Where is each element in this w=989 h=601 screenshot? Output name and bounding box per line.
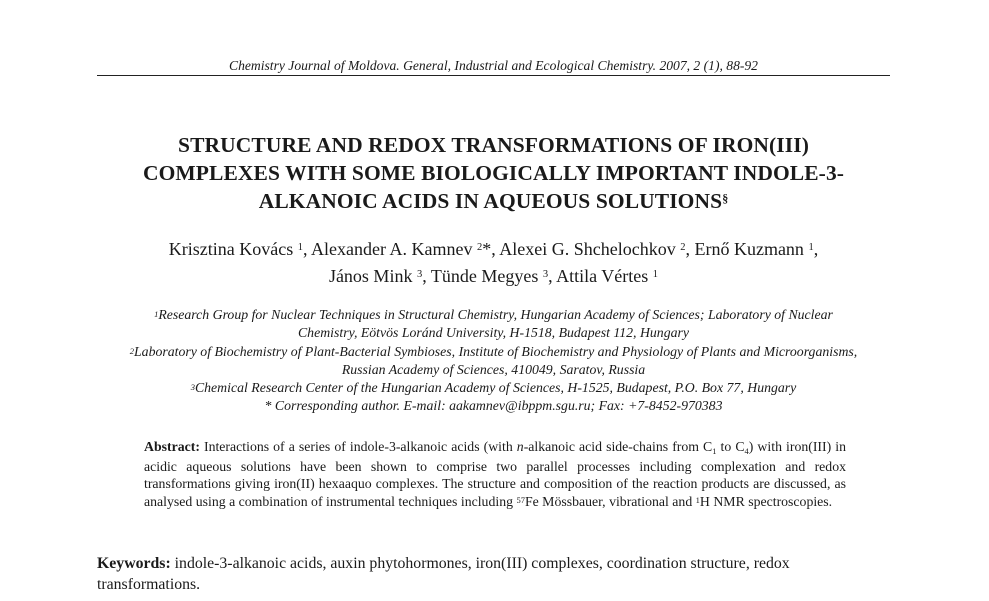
author-affil-mark: 2 [476,242,483,253]
author-separator: , [813,239,819,259]
running-head: Chemistry Journal of Moldova. General, Industrial and Ecological Chemistry. 2007, 2 (1), 88-92 [229,58,758,73]
affiliation-text: Laboratory of Biochemistry of Plant-Bacterial Symbioses, Institute of Biochemistry and Physiology of Plants and Microorganisms, [134,343,858,359]
affiliation-line [60,306,927,324]
affiliation-mark: 2 [129,345,134,356]
affiliation-mark: 1 [154,309,159,319]
title-line-3-text: ALKANOIC ACIDS IN AQUEOUS SOLUTIONS [258,189,723,213]
abstract-superscript: 1 [695,494,700,505]
author-separator: , [422,266,431,286]
author-line-2 [60,263,927,290]
author-affil-mark: 3 [542,269,549,280]
corresponding-mark: * [482,239,492,259]
author-name: Krisztina Kovács [168,239,294,259]
affiliation-line [60,361,927,379]
author-separator: , [685,239,695,259]
abstract-label: Abstract: [144,439,200,454]
author-name: Ernő Kuzmann [694,239,804,259]
abstract-superscript: 57 [516,494,525,505]
abstract [144,438,846,510]
author-list [60,236,927,290]
abstract-text: Interactions of a series of indole-3-alkanoic acids (with [199,439,517,454]
affiliation-line [60,379,927,397]
author-affil-mark: 1 [297,242,304,253]
affiliation-text: Research Group for Nuclear Techniques in Structural Chemistry, Hungarian Academy of Sciences; Laboratory of Nuclear [158,307,833,322]
affiliations [60,306,927,416]
author-separator: , [548,266,557,286]
author-affil-mark: 1 [652,269,659,280]
corresponding-author [60,397,927,415]
keywords-label: Keywords: [97,555,171,572]
abstract-text: -alkanoic acid side-chains from C [523,439,713,454]
affiliation-text: Chemical Research Center of the Hungarian Academy of Sciences, H-1525, Budapest, P.O. Box 77, Hungary [194,380,797,396]
corresponding-author-text: * Corresponding author. E-mail: aakamnev@ibppm.sgu.ru; Fax: +7-8452-970383 [264,398,723,414]
header-rule [97,75,890,76]
title-line-1: STRUCTURE AND REDOX TRANSFORMATIONS OF IRON(III) [178,133,809,157]
author-name: Attila Vértes [556,266,649,286]
abstract-subscript: 1 [712,446,717,456]
keywords-text: indole-3-alkanoic acids, auxin phytohormones, iron(III) complexes, coordination structure, redox transformations. [97,555,790,593]
author-name: János Mink [328,266,413,286]
author-name: Tünde Megyes [430,266,539,286]
author-name: Alexander A. Kamnev [311,239,473,259]
abstract-text: to C [716,439,745,454]
keywords [97,554,837,595]
author-line-1 [60,236,927,263]
title-line-3 [60,187,927,215]
author-name: Alexei G. Shchelochkov [499,239,676,259]
author-affil-mark: 3 [416,269,423,280]
title-footnote-mark: § [722,191,729,205]
affiliation-text: Chemistry, Eötvös Loránd University, H-1518, Budapest 112, Hungary [297,325,689,341]
author-affil-mark: 1 [808,242,814,253]
abstract-subscript: 4 [744,446,749,456]
affiliation-line [60,324,927,342]
affiliation-mark: 3 [190,382,195,393]
author-separator: , [491,239,500,259]
abstract-text: Fe Mössbauer, vibrational and [524,493,696,509]
abstract-text: H NMR spectroscopies. [699,493,833,509]
abstract-text: ) with iron(III) in acidic aqueous solutions have been shown to comprise two parallel processes including complexation and redox transformations giving iron(II) hexaaquo complexes. The structure and composition of the reaction products are discussed, as analysed using a combination of instrumental techniques including [144,439,846,509]
abstract-italic-n: n [516,439,524,454]
title-line-2: COMPLEXES WITH SOME BIOLOGICALLY IMPORTANT INDOLE-3- [142,161,845,185]
author-separator: , [303,239,312,259]
affiliation-text: Russian Academy of Sciences, 410049, Saratov, Russia [341,361,646,377]
affiliation-line [60,343,927,361]
author-affil-mark: 2 [680,242,686,253]
paper-title [60,131,927,215]
